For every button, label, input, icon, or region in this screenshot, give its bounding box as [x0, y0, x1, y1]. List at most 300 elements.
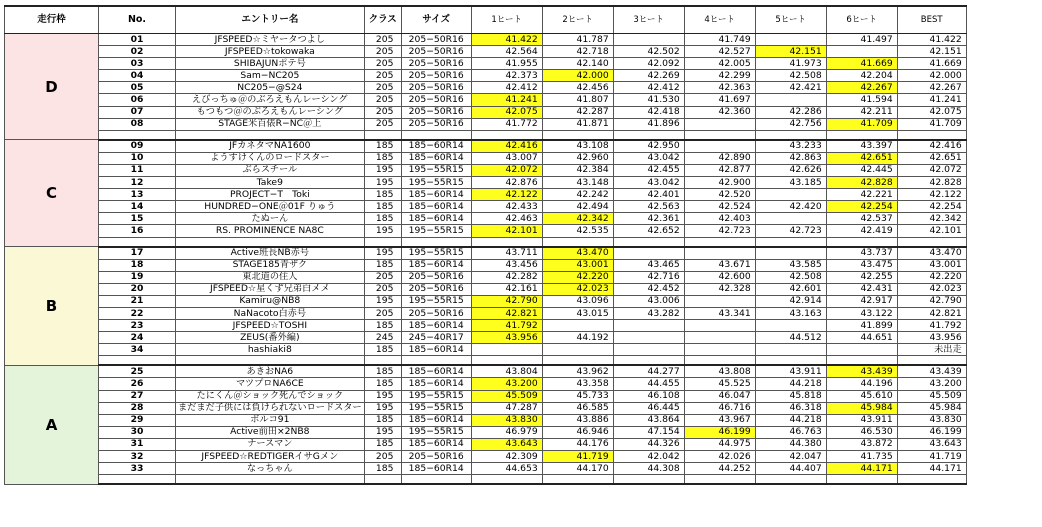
tire-size: 185−60R14: [401, 365, 471, 378]
tire-size: 205−50R16: [401, 451, 471, 463]
entry-name: まだまだ子供には負けられないロードスター: [176, 402, 365, 414]
class-cell: 205: [364, 94, 401, 106]
col-header: BEST: [897, 6, 966, 34]
empty-cell: [755, 475, 826, 485]
best-time: 41.719: [897, 451, 966, 463]
heat-time: 42.363: [684, 82, 755, 94]
heat-time: 42.026: [684, 451, 755, 463]
empty-cell: [826, 475, 897, 485]
heat-time: 42.790: [471, 295, 542, 307]
class-cell: 195: [364, 402, 401, 414]
empty-cell: [99, 130, 176, 140]
class-cell: 185: [364, 152, 401, 164]
heat-time: 42.463: [471, 213, 542, 225]
best-time: 42.072: [897, 164, 966, 176]
heat-time: 42.455: [613, 164, 684, 176]
heat-time: 42.360: [684, 106, 755, 118]
heat-time: 42.122: [471, 189, 542, 201]
heat-time: 44.252: [684, 463, 755, 475]
heat-time: 42.431: [826, 283, 897, 295]
best-time: 42.075: [897, 106, 966, 118]
empty-cell: [401, 475, 471, 485]
heat-time: 41.594: [826, 94, 897, 106]
tire-size: 205−50R16: [401, 118, 471, 130]
table-row: [5, 164, 967, 176]
heat-time: 43.804: [471, 365, 542, 378]
entry-name: JFSPEED☆REDTIGERイサGメン: [176, 451, 365, 463]
tire-size: 205−50R16: [401, 70, 471, 82]
entry-name: hashiaki8: [176, 344, 365, 356]
table-row: [5, 332, 967, 344]
class-cell: 205: [364, 70, 401, 82]
heat-time: 46.979: [471, 426, 542, 438]
best-time: 43.830: [897, 414, 966, 426]
class-cell: 205: [364, 451, 401, 463]
heat-time: 42.601: [755, 283, 826, 295]
tire-size: 205−50R16: [401, 58, 471, 70]
entry-name: NaNacoto白赤号: [176, 307, 365, 319]
entry-number: 04: [99, 70, 176, 82]
tire-size: 185−60R14: [401, 463, 471, 475]
heat-time: 43.872: [826, 438, 897, 450]
entry-name: HUNDRED−ONE＠01F りゅう: [176, 201, 365, 213]
entry-number: 25: [99, 365, 176, 378]
heat-time: 42.299: [684, 70, 755, 82]
tire-size: 205−50R16: [401, 307, 471, 319]
class-cell: 205: [364, 283, 401, 295]
table-row: [5, 295, 967, 307]
table-row: [5, 213, 967, 225]
group-separator: [5, 237, 967, 247]
heat-time: 43.737: [826, 247, 897, 260]
table-row: [5, 271, 967, 283]
class-cell: 205: [364, 58, 401, 70]
best-time: 42.101: [897, 225, 966, 237]
best-time: 42.267: [897, 82, 966, 94]
heat-time: 42.600: [684, 271, 755, 283]
empty-cell: [99, 237, 176, 247]
heat-time: 42.960: [542, 152, 613, 164]
entry-name: Kamiru@NB8: [176, 295, 365, 307]
tire-size: 195−55R15: [401, 402, 471, 414]
tire-size: 205−50R16: [401, 106, 471, 118]
heat-time: 43.122: [826, 307, 897, 319]
tire-size: 195−55R15: [401, 164, 471, 176]
heat-time: 42.140: [542, 58, 613, 70]
heat-time: 44.176: [542, 438, 613, 450]
tire-size: 185−60R14: [401, 140, 471, 153]
empty-cell: [684, 130, 755, 140]
best-time: 43.001: [897, 259, 966, 271]
table-row: [5, 58, 967, 70]
heat-time: 46.047: [684, 390, 755, 402]
heat-time: 44.455: [613, 378, 684, 390]
heat-time: 41.241: [471, 94, 542, 106]
entry-number: 16: [99, 225, 176, 237]
heat-time: 42.075: [471, 106, 542, 118]
heat-time: 41.896: [613, 118, 684, 130]
heat-time: 42.723: [684, 225, 755, 237]
heat-time: 42.286: [755, 106, 826, 118]
group-label: C: [5, 140, 99, 247]
heat-time: 42.403: [684, 213, 755, 225]
class-cell: 205: [364, 271, 401, 283]
heat-time: 45.525: [684, 378, 755, 390]
empty-cell: [897, 237, 966, 247]
entry-name: RS. PROMINENCE NA8C: [176, 225, 365, 237]
table-row: [5, 70, 967, 82]
col-header: 6ヒート: [826, 6, 897, 34]
entry-name: もつもつ＠のぶろえもんレーシング: [176, 106, 365, 118]
heat-time: 42.342: [542, 213, 613, 225]
heat-time: 42.000: [542, 70, 613, 82]
heat-time: 43.006: [613, 295, 684, 307]
heat-time: 46.763: [755, 426, 826, 438]
tire-size: 205−50R16: [401, 46, 471, 58]
heat-time: 43.711: [471, 247, 542, 260]
entry-name: あきおNA6: [176, 365, 365, 378]
tire-size: 185−60R14: [401, 414, 471, 426]
table-row: [5, 283, 967, 295]
heat-time: 45.610: [826, 390, 897, 402]
heat-time: 43.200: [471, 378, 542, 390]
heat-time: 42.917: [826, 295, 897, 307]
empty-cell: [176, 130, 365, 140]
heat-time: 42.863: [755, 152, 826, 164]
heat-time: 42.828: [826, 177, 897, 189]
entry-number: 31: [99, 438, 176, 450]
entry-name: SHIBAJUNポテ号: [176, 58, 365, 70]
heat-time: 42.445: [826, 164, 897, 176]
heat-time: [471, 344, 542, 356]
class-cell: 185: [364, 365, 401, 378]
heat-time: 41.422: [471, 34, 542, 46]
class-cell: 195: [364, 164, 401, 176]
best-time: 42.651: [897, 152, 966, 164]
heat-time: 43.911: [755, 365, 826, 378]
heat-time: 42.527: [684, 46, 755, 58]
empty-cell: [542, 356, 613, 366]
heat-time: 42.092: [613, 58, 684, 70]
table-row: [5, 189, 967, 201]
heat-time: 44.380: [755, 438, 826, 450]
heat-time: 46.108: [613, 390, 684, 402]
class-cell: 195: [364, 426, 401, 438]
header-row: [5, 6, 967, 34]
best-time: 45.509: [897, 390, 966, 402]
tire-size: 205−50R16: [401, 82, 471, 94]
heat-time: [542, 320, 613, 332]
empty-cell: [755, 130, 826, 140]
heat-time: [755, 189, 826, 201]
empty-cell: [755, 237, 826, 247]
class-cell: 185: [364, 414, 401, 426]
heat-time: 42.254: [826, 201, 897, 213]
best-time: 41.241: [897, 94, 966, 106]
class-cell: 195: [364, 247, 401, 260]
entry-number: 13: [99, 189, 176, 201]
entry-name: NC205−@S24: [176, 82, 365, 94]
heat-time: [613, 332, 684, 344]
col-header: サイズ: [401, 6, 471, 34]
tire-size: 195−55R15: [401, 390, 471, 402]
tire-size: 195−55R15: [401, 295, 471, 307]
tire-size: 205−50R16: [401, 94, 471, 106]
best-time: 42.416: [897, 140, 966, 153]
empty-cell: [684, 356, 755, 366]
heat-time: 44.196: [826, 378, 897, 390]
tire-size: 185−60R14: [401, 201, 471, 213]
heat-time: 43.096: [542, 295, 613, 307]
heat-time: 42.101: [471, 225, 542, 237]
tire-size: 245−40R17: [401, 332, 471, 344]
table-row: [5, 451, 967, 463]
heat-time: 44.653: [471, 463, 542, 475]
heat-time: 42.420: [755, 201, 826, 213]
entry-name: JFSPEED☆星くず兄弟白メメ: [176, 283, 365, 295]
results-table: [4, 5, 967, 485]
entry-number: 08: [99, 118, 176, 130]
heat-time: [684, 247, 755, 260]
group-label: D: [5, 34, 99, 140]
entry-name: ボルコ91: [176, 414, 365, 426]
table-row: [5, 320, 967, 332]
heat-time: 45.733: [542, 390, 613, 402]
empty-cell: [176, 237, 365, 247]
heat-time: 42.652: [613, 225, 684, 237]
empty-cell: [364, 356, 401, 366]
heat-time: 42.220: [542, 271, 613, 283]
heat-time: 43.108: [542, 140, 613, 153]
heat-time: 41.955: [471, 58, 542, 70]
heat-time: 42.287: [542, 106, 613, 118]
heat-time: [755, 213, 826, 225]
heat-time: 42.421: [755, 82, 826, 94]
entry-number: 32: [99, 451, 176, 463]
heat-time: 46.199: [684, 426, 755, 438]
table-row: [5, 365, 967, 378]
heat-time: 43.456: [471, 259, 542, 271]
empty-cell: [613, 475, 684, 485]
table-row: [5, 414, 967, 426]
heat-time: 41.719: [542, 451, 613, 463]
heat-time: 43.439: [826, 365, 897, 378]
entry-number: 26: [99, 378, 176, 390]
heat-time: 42.005: [684, 58, 755, 70]
heat-time: [755, 34, 826, 46]
heat-time: 43.475: [826, 259, 897, 271]
entry-number: 33: [99, 463, 176, 475]
heat-time: 45.984: [826, 402, 897, 414]
heat-time: 43.585: [755, 259, 826, 271]
class-cell: 205: [364, 307, 401, 319]
class-cell: 205: [364, 118, 401, 130]
heat-time: 43.282: [613, 307, 684, 319]
empty-cell: [471, 130, 542, 140]
heat-time: 46.445: [613, 402, 684, 414]
class-cell: 185: [364, 140, 401, 153]
heat-time: [755, 247, 826, 260]
group-label: A: [5, 365, 99, 484]
best-time: 45.984: [897, 402, 966, 414]
heat-time: 42.412: [613, 82, 684, 94]
heat-time: 42.211: [826, 106, 897, 118]
best-time: 46.199: [897, 426, 966, 438]
entry-number: 11: [99, 164, 176, 176]
entry-name: JFSPEED☆tokowaka: [176, 46, 365, 58]
heat-time: 42.508: [755, 271, 826, 283]
entry-name: Take9: [176, 177, 365, 189]
empty-cell: [897, 130, 966, 140]
heat-time: 42.309: [471, 451, 542, 463]
entry-name: ようすけくんのロードスター: [176, 152, 365, 164]
table-row: [5, 247, 967, 260]
best-time: 41.669: [897, 58, 966, 70]
empty-cell: [176, 475, 365, 485]
heat-time: [684, 344, 755, 356]
heat-time: 41.787: [542, 34, 613, 46]
class-cell: 195: [364, 225, 401, 237]
entry-name: ぶらスチール: [176, 164, 365, 176]
best-time: 43.643: [897, 438, 966, 450]
col-header: クラス: [364, 6, 401, 34]
empty-cell: [613, 130, 684, 140]
heat-time: 42.520: [684, 189, 755, 201]
heat-time: 42.023: [542, 283, 613, 295]
group-separator: [5, 475, 967, 485]
empty-cell: [897, 356, 966, 366]
heat-time: [613, 344, 684, 356]
heat-time: 41.973: [755, 58, 826, 70]
class-cell: 205: [364, 106, 401, 118]
entry-number: 34: [99, 344, 176, 356]
heat-time: 42.255: [826, 271, 897, 283]
empty-cell: [826, 356, 897, 366]
best-time: 42.151: [897, 46, 966, 58]
best-time: 42.254: [897, 201, 966, 213]
empty-cell: [755, 356, 826, 366]
best-time: 42.828: [897, 177, 966, 189]
entry-name: STAGE185青ザク: [176, 259, 365, 271]
table-row: [5, 307, 967, 319]
best-time: 41.422: [897, 34, 966, 46]
entry-number: 17: [99, 247, 176, 260]
heat-time: 43.185: [755, 177, 826, 189]
entry-name: STAGE米百俵R−NC＠上: [176, 118, 365, 130]
best-time: 44.171: [897, 463, 966, 475]
tire-size: 185−60R14: [401, 259, 471, 271]
table-row: [5, 225, 967, 237]
heat-time: 41.772: [471, 118, 542, 130]
col-header: エントリー名: [176, 6, 365, 34]
heat-time: [755, 94, 826, 106]
heat-time: 41.735: [826, 451, 897, 463]
heat-time: 44.277: [613, 365, 684, 378]
heat-time: 46.530: [826, 426, 897, 438]
heat-time: 42.416: [471, 140, 542, 153]
entry-name: Active班長NB赤号: [176, 247, 365, 260]
entry-number: 22: [99, 307, 176, 319]
heat-time: 42.651: [826, 152, 897, 164]
table-row: [5, 46, 967, 58]
heat-time: 42.563: [613, 201, 684, 213]
entry-number: 12: [99, 177, 176, 189]
heat-time: 46.946: [542, 426, 613, 438]
heat-time: 42.723: [755, 225, 826, 237]
heat-time: 42.433: [471, 201, 542, 213]
heat-time: 42.877: [684, 164, 755, 176]
table-row: [5, 378, 967, 390]
class-cell: 205: [364, 82, 401, 94]
heat-time: 42.494: [542, 201, 613, 213]
best-time: 43.470: [897, 247, 966, 260]
class-cell: 195: [364, 390, 401, 402]
heat-time: 43.864: [613, 414, 684, 426]
empty-cell: [826, 237, 897, 247]
heat-time: 41.807: [542, 94, 613, 106]
heat-time: 43.956: [471, 332, 542, 344]
entry-name: なっちゃん: [176, 463, 365, 475]
best-time: 42.000: [897, 70, 966, 82]
tire-size: 205−50R16: [401, 271, 471, 283]
best-time: 41.709: [897, 118, 966, 130]
empty-cell: [684, 475, 755, 485]
entry-name: Sam−NC205: [176, 70, 365, 82]
empty-cell: [471, 356, 542, 366]
heat-time: 42.161: [471, 283, 542, 295]
class-cell: 205: [364, 34, 401, 46]
empty-cell: [401, 130, 471, 140]
heat-time: 42.718: [542, 46, 613, 58]
heat-time: 42.900: [684, 177, 755, 189]
entry-name: Active前田×2NB8: [176, 426, 365, 438]
heat-time: 42.756: [755, 118, 826, 130]
best-time: 42.023: [897, 283, 966, 295]
heat-time: [755, 344, 826, 356]
heat-time: 43.967: [684, 414, 755, 426]
heat-time: 42.876: [471, 177, 542, 189]
heat-time: [826, 46, 897, 58]
col-header: 1ヒート: [471, 6, 542, 34]
heat-time: 43.470: [542, 247, 613, 260]
heat-time: [684, 295, 755, 307]
heat-time: 46.318: [755, 402, 826, 414]
tire-size: 185−60R14: [401, 438, 471, 450]
entry-number: 15: [99, 213, 176, 225]
heat-time: 46.716: [684, 402, 755, 414]
empty-cell: [542, 237, 613, 247]
heat-time: 41.530: [613, 94, 684, 106]
heat-time: 42.502: [613, 46, 684, 58]
tire-size: 185−60R14: [401, 152, 471, 164]
heat-time: 43.042: [613, 177, 684, 189]
entry-name: PROJECT−T Toki: [176, 189, 365, 201]
heat-time: 43.233: [755, 140, 826, 153]
heat-time: 42.412: [471, 82, 542, 94]
class-cell: 205: [364, 46, 401, 58]
entry-number: 20: [99, 283, 176, 295]
entry-number: 18: [99, 259, 176, 271]
empty-cell: [826, 130, 897, 140]
heat-time: 42.401: [613, 189, 684, 201]
heat-time: 43.830: [471, 414, 542, 426]
empty-cell: [401, 356, 471, 366]
heat-time: 42.151: [755, 46, 826, 58]
tire-size: 185−60R14: [401, 378, 471, 390]
best-time: 43.956: [897, 332, 966, 344]
entry-number: 09: [99, 140, 176, 153]
entry-number: 05: [99, 82, 176, 94]
